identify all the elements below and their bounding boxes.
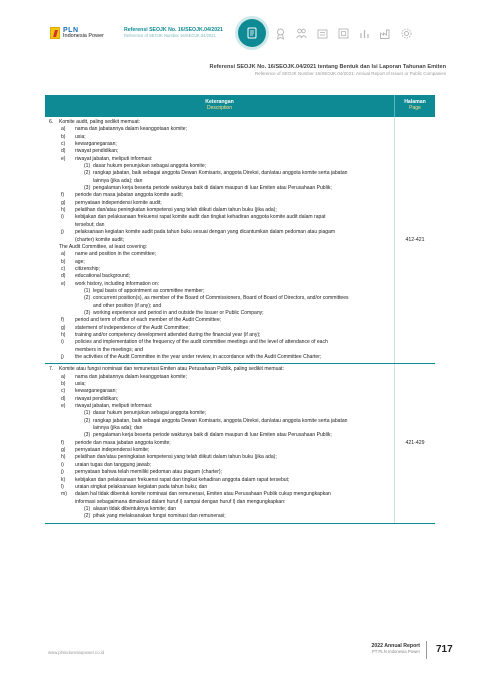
line-text: usia; [75, 381, 86, 388]
header-page-sub: Page [409, 105, 421, 112]
line-text: Komite audit, paling sedikit memuat: [59, 119, 141, 125]
description-line [49, 317, 390, 324]
line-text: riwayat pendidikan; [75, 148, 119, 155]
line-text: pihak yang melaksanakan fungsi nominasi dan remunerasi; [93, 513, 226, 520]
section-nav [238, 19, 413, 47]
line-text: rangkap jabatan, baik sebagai anggota Dewan Komisaris, anggota Direksi, dan/atau anggota komite serta jabatan [93, 170, 348, 177]
line-text: training and/or competency development attended during the financial year (if any); [75, 331, 261, 338]
description-line [49, 178, 390, 185]
table-body [45, 117, 435, 524]
list-marker: i) [61, 339, 64, 346]
line-text: The Audit Committee, at least covering: [59, 243, 148, 250]
table-row [45, 364, 435, 523]
list-marker: j) [61, 229, 64, 236]
description-line [49, 339, 390, 346]
list-marker: f) [61, 439, 65, 446]
line-text: lainnya (jika ada); dan [93, 177, 143, 184]
line-text: lainnya (jika ada); dan [93, 425, 143, 432]
description-line [49, 148, 390, 155]
list-marker: c) [61, 141, 66, 148]
description-line [49, 281, 390, 288]
list-marker: j) [61, 469, 64, 476]
reference-table [45, 95, 435, 524]
description-line [49, 447, 390, 454]
line-text: alasan tidak dibentuknya komite; dan [93, 505, 177, 512]
description-line [49, 354, 390, 361]
line-text: the activities of the Audit Committee in the year under review, in accordance with the Audit Committee Charter; [75, 354, 322, 360]
pln-logo-icon [50, 27, 60, 39]
description-line [49, 200, 390, 207]
description-line [49, 396, 390, 403]
description-line [49, 295, 390, 302]
description-line [49, 141, 390, 148]
header-page [395, 95, 435, 117]
description-line [49, 381, 390, 388]
list-marker: (1) [84, 163, 91, 170]
list-marker: b) [61, 381, 66, 388]
footer-url[interactable]: www.plnindonesiapower.co.id [48, 650, 105, 655]
list-marker: (2) [84, 513, 91, 520]
line-text: working experience and period in and outside the Issuer or Public Company; [93, 309, 264, 316]
description-line [49, 251, 390, 258]
table-row [45, 117, 435, 364]
description-line [49, 134, 390, 141]
line-text: pengalaman kerja beserta periode waktunya baik di dalam maupun di luar Emiten atau Perusahaan Publik; [93, 185, 332, 192]
document-subtitle-line1: Referensi SEOJK No. 16/SEOJK.04/2021 tentang Bentuk dan Isi Laporan Tahunan Emiten [209, 64, 446, 70]
line-text: (charter) komite audit; [75, 236, 125, 243]
list-marker: h) [61, 207, 66, 214]
document-subtitle-line2: Reference of SEOJK Number 16/SEOJK.04/2021: Annual Report of Issuer or Public Companies [254, 70, 446, 76]
description-line [49, 410, 390, 417]
list-marker: m) [61, 491, 67, 498]
list-marker: (2) [84, 417, 91, 424]
line-text: policies and implementation of the frequency of the audit committee meetings and the level of attendance of each [75, 339, 328, 346]
line-text: dasar hukum penunjukan sebagai anggota komite; [93, 410, 207, 417]
list-marker: d) [61, 395, 66, 402]
description-line [49, 477, 390, 484]
description-line [49, 273, 390, 280]
description-line [49, 484, 390, 491]
reference-heading [124, 27, 223, 38]
header-page-title: Halaman [404, 99, 426, 106]
description-line [49, 214, 390, 221]
logo-subtitle: Indonesia Power [63, 33, 104, 39]
nav-building-icon[interactable] [316, 27, 329, 40]
description-line [49, 222, 390, 229]
list-marker: (3) [84, 185, 91, 192]
description-line [49, 310, 390, 317]
list-marker: a) [61, 126, 66, 133]
line-text: period and term of office of each member of the Audit Committee; [75, 317, 222, 324]
list-marker: e) [61, 403, 66, 410]
line-text: pelaksanaan kegiatan komite audit pada tahun buku sesuai dengan yang dicantumkan dalam pedoman atau piagam [75, 229, 336, 236]
nav-award-icon[interactable] [274, 27, 287, 40]
list-marker: d) [61, 273, 66, 280]
description-line [49, 244, 390, 251]
line-text: work history, including information on: [75, 280, 160, 287]
line-text: educational background; [75, 273, 130, 280]
line-text: citizenship; [75, 265, 100, 272]
list-marker: g) [61, 324, 66, 331]
description-line [49, 513, 390, 520]
line-text: pelatihan dan/atau peningkatan kompetensi yang telah diikuti dalam tahun buku (jika ada); [75, 207, 277, 214]
list-marker: 7. [49, 366, 54, 373]
description-line [49, 418, 390, 425]
description-line [49, 506, 390, 513]
line-text: usia; [75, 133, 86, 140]
list-marker: (1) [84, 505, 91, 512]
list-marker: b) [61, 133, 66, 140]
header-description [45, 95, 395, 117]
line-text: riwayat pendidikan; [75, 395, 119, 402]
description-line [49, 440, 390, 447]
description-line [49, 469, 390, 476]
list-marker: (2) [84, 170, 91, 177]
list-marker: i) [61, 214, 64, 221]
line-text: uraian tugas dan tanggung jawab; [75, 461, 152, 468]
document-subtitle [210, 64, 446, 76]
line-text: kebijakan dan pelaksanaan frekuensi rapat komite audit dan tingkat kehadiran anggota komite audit dalam rapat [75, 214, 326, 221]
line-text: pernyataan independensi komite audit; [75, 199, 162, 206]
description-line [49, 347, 390, 354]
description-line [49, 366, 390, 373]
description-line [49, 288, 390, 295]
list-marker: l) [61, 483, 64, 490]
footer-report-title: 2022 Annual Report [371, 643, 420, 649]
description-line [49, 207, 390, 214]
line-text: pengalaman kerja beserta periode waktunya baik di dalam maupun di luar Emiten atau Perusahaan Publik; [93, 432, 332, 439]
list-marker: d) [61, 148, 66, 155]
line-text: riwayat jabatan, meliputi informasi: [75, 403, 153, 410]
description-line [49, 229, 390, 236]
footer-report-sub: PT PLN Indonesia Power [371, 649, 420, 655]
description-line [49, 119, 390, 126]
line-text: dasar hukum penunjukan sebagai anggota komite; [93, 163, 207, 170]
description-line [49, 425, 390, 432]
description-line [49, 185, 390, 192]
description-line [49, 266, 390, 273]
line-text: kewarganegaraan; [75, 141, 117, 148]
list-marker: 6. [49, 119, 54, 125]
list-marker: g) [61, 447, 66, 454]
line-text: and other position (if any); and [93, 302, 162, 309]
footer-divider [426, 641, 427, 659]
list-marker: a) [61, 373, 66, 380]
nav-chart-icon[interactable] [358, 27, 371, 40]
page-header [0, 0, 480, 62]
description-line [49, 325, 390, 332]
description-line [49, 126, 390, 133]
list-marker: h) [61, 454, 66, 461]
description-line [49, 303, 390, 310]
description-line [49, 432, 390, 439]
description-line [49, 170, 390, 177]
line-text: dalam hal tidak dibentuk komite nominasi dan remunerasi, Emiten atau Perusahaan Publik cukup mengungkapkan [75, 491, 331, 498]
description-line [49, 192, 390, 199]
line-text: kewarganegaraan; [75, 388, 117, 395]
list-marker: c) [61, 388, 66, 395]
line-text: riwayat jabatan, meliputi informasi: [75, 155, 153, 162]
line-text: pernyataan independensi komite; [75, 447, 150, 454]
description-line [49, 499, 390, 506]
description-line [49, 259, 390, 266]
line-text: kebijakan dan pelaksanaan frekuensi rapat dan tingkat kehadiran anggota dalam rapat tersebut; [75, 476, 290, 483]
line-text: legal basis of appointment as committee member; [93, 287, 205, 294]
line-text: pelatihan dan/atau peningkatan kompetensi yang telah diikuti dalam tahun buku (jika ada); [75, 454, 277, 461]
description-line [49, 163, 390, 170]
list-marker: a) [61, 251, 66, 258]
line-text: statement of independence of the Audit Committee; [75, 324, 190, 331]
nav-factory-icon[interactable] [379, 27, 392, 40]
line-text: nama dan jabatannya dalam keanggotaan komite; [75, 126, 187, 133]
line-text: concurrent position(s), as member of the Board of Commissioners, Board of Board of Directors, and/or committees [93, 295, 349, 302]
list-marker: (3) [84, 432, 91, 439]
line-text: age; [75, 258, 85, 265]
line-text: periode dan masa jabatan anggota komite; [75, 439, 171, 446]
header-description-sub: Description [206, 105, 232, 112]
description-line [49, 403, 390, 410]
description-line [49, 374, 390, 381]
page-reference[interactable]: 421-429 [405, 440, 425, 447]
list-marker: f) [61, 192, 65, 199]
page-number: 717 [436, 644, 453, 655]
header-description-title: Keterangan [205, 99, 234, 106]
list-marker: i) [61, 461, 64, 468]
line-text: rangkap jabatan, baik sebagai anggota Dewan Komisaris, anggota Direksi, dan/atau anggota komite serta jabatan [93, 417, 348, 424]
company-logo[interactable] [50, 27, 104, 40]
table-header [45, 95, 435, 117]
list-marker: h) [61, 331, 66, 338]
list-marker: (2) [84, 295, 91, 302]
nav-document-list-icon[interactable] [238, 19, 266, 47]
description-line [49, 237, 390, 244]
reference-heading-line2: Reference of SEOJK Number 16/SEOJK.04/2021 [124, 33, 216, 39]
line-text: members in the meetings; and [75, 346, 143, 353]
line-text: Komite atau fungsi nominasi dan remunerasi Emiten atau Perusahaan Publik, paling sedikit memuat: [59, 366, 284, 373]
description-line [49, 388, 390, 395]
logo-title: PLN [63, 27, 79, 34]
list-marker: e) [61, 280, 66, 287]
line-text: name and position in the committee; [75, 251, 157, 258]
list-marker: (1) [84, 410, 91, 417]
reference-heading-line1: Referensi SEOJK No. 16/SEOJK.04/2021 [124, 27, 223, 33]
description-line [49, 454, 390, 461]
description-line [49, 156, 390, 163]
nav-grid-icon[interactable] [337, 27, 350, 40]
nav-people-icon[interactable] [295, 27, 308, 40]
description-cell [45, 117, 395, 363]
list-marker: k) [61, 476, 66, 483]
list-marker: (3) [84, 309, 91, 316]
line-text: periode dan masa jabatan anggota komite audit; [75, 192, 184, 199]
page-reference[interactable]: 412-421 [405, 237, 425, 244]
list-marker: f) [61, 317, 65, 324]
list-marker: (1) [84, 287, 91, 294]
line-text: informasi sebagaimana dimaksud dalam huruf i) sampai dengan huruf l) dan mengungkapkan: [75, 498, 286, 505]
list-marker: e) [61, 155, 66, 162]
list-marker: c) [61, 265, 66, 272]
line-text: nama dan jabatannya dalam keanggotaan komite; [75, 373, 187, 380]
list-marker: g) [61, 199, 66, 206]
description-line [49, 332, 390, 339]
line-text: pernyataan bahwa telah memiliki pedoman atau piagam (charter); [75, 469, 223, 476]
footer-report [371, 643, 420, 654]
description-cell [45, 364, 395, 522]
list-marker: j) [61, 354, 64, 360]
list-marker: b) [61, 258, 66, 265]
line-text: uraian singkat pelaksanaan kegiatan pada tahun buku; dan [75, 483, 208, 490]
description-line [49, 491, 390, 498]
line-text: tersebut; dan [75, 221, 105, 228]
description-line [49, 462, 390, 469]
nav-gear-icon[interactable] [400, 27, 413, 40]
